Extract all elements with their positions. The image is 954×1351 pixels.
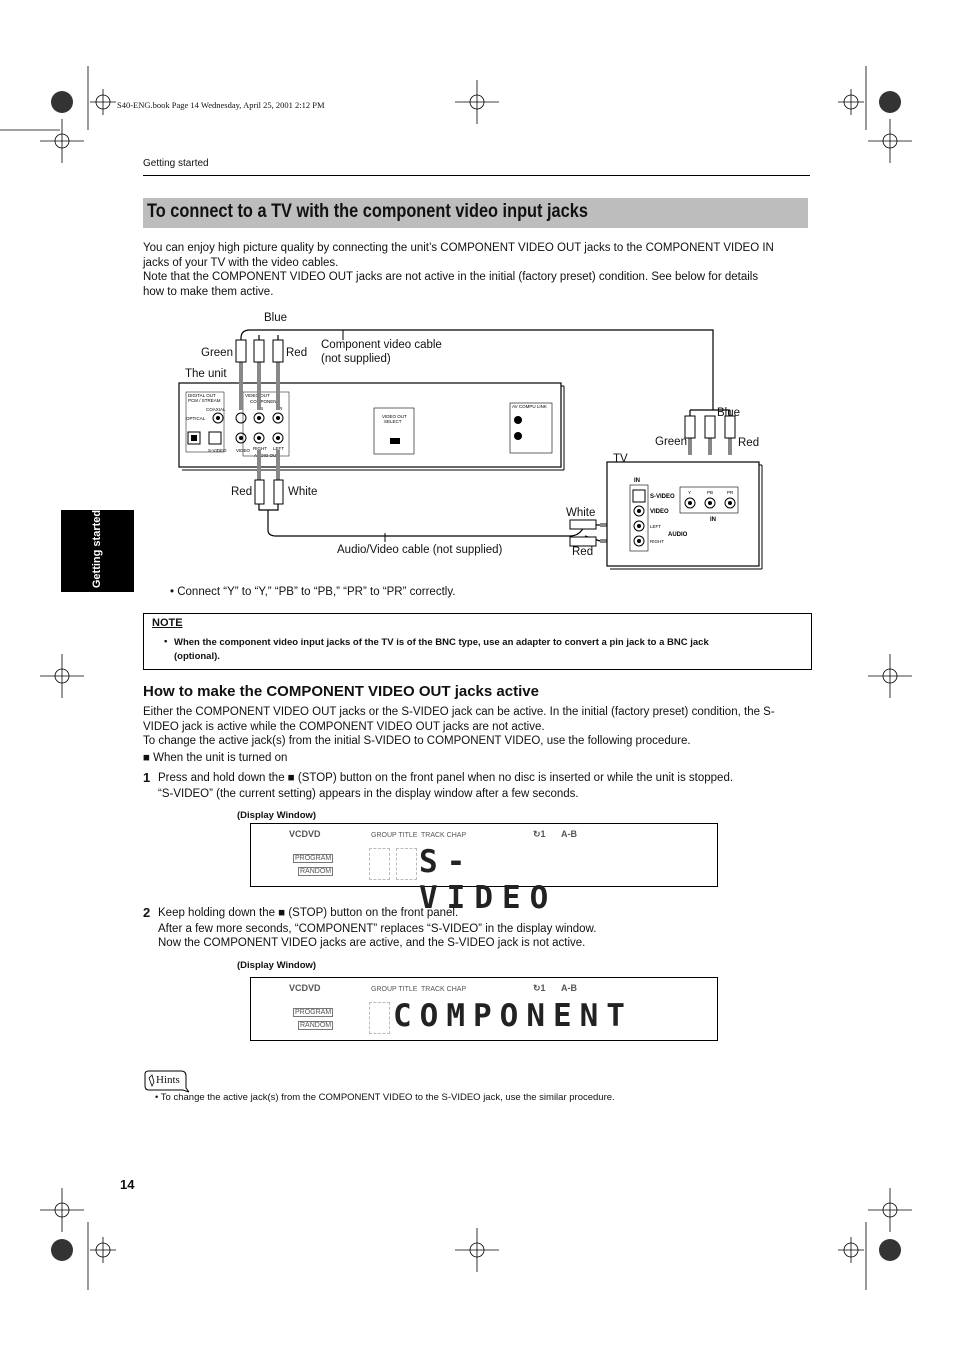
- random-indicator: RANDOM: [300, 1022, 332, 1029]
- step-line: Press and hold down the ■ (STOP) button on the front panel when no disc is inserted or while the unit is stopped.: [158, 772, 734, 784]
- svg-text:Y: Y: [688, 490, 692, 495]
- registration-dot-icon: [51, 91, 73, 113]
- svg-text:VIDEO: VIDEO: [650, 509, 669, 515]
- vcdvd-indicator: VCDVD: [289, 983, 321, 993]
- svg-text:SELECT: SELECT: [384, 419, 402, 424]
- step-line: Keep holding down the ■ (STOP) button on the front panel.: [158, 907, 459, 919]
- program-indicator: PROGRAM: [295, 1009, 332, 1016]
- howto-heading: How to make the COMPONENT VIDEO OUT jacks active: [143, 683, 539, 700]
- white-tv-label: White: [566, 507, 596, 519]
- registration-dot-icon: [51, 1239, 73, 1261]
- tv-label: TV: [613, 453, 628, 465]
- step-1-text: [158, 771, 733, 801]
- svg-text:AUDIO OUT: AUDIO OUT: [254, 453, 280, 458]
- note-line: When the component video input jacks of the TV is of the BNC type, use an adapter to convert a pin jack to a BNC jack: [174, 637, 709, 648]
- step-line: Now the COMPONENT VIDEO jacks are active, and the S-VIDEO jack is not active.: [158, 937, 586, 949]
- blue-label-top: Blue: [264, 312, 288, 324]
- svg-text:Y: Y: [239, 406, 243, 411]
- blue-plug: [254, 340, 264, 362]
- repeat-indicator: ↻1: [533, 829, 546, 839]
- step-2-number: 2: [143, 905, 151, 920]
- ab-indicator: A-B: [561, 829, 577, 839]
- svg-text:RIGHT: RIGHT: [253, 446, 267, 451]
- svg-text:COMPONENT: COMPONENT: [250, 399, 280, 404]
- print-info: S40-ENG.book Page 14 Wednesday, April 25, 2001 2:12 PM: [117, 100, 325, 110]
- red-plug-tv: [725, 416, 735, 438]
- group-title-indicator: GROUP TITLE: [371, 986, 418, 993]
- red-label-tv: Red: [738, 437, 760, 449]
- note-text: [174, 636, 804, 664]
- track-chap-indicator: TRACK CHAP: [421, 986, 467, 993]
- intro-line: how to make them active.: [143, 285, 274, 298]
- svg-text:PB: PB: [707, 490, 714, 495]
- svg-text:LEFT: LEFT: [273, 446, 285, 451]
- blue-plug-tv: [705, 416, 715, 438]
- display-caption: (Display Window): [237, 960, 317, 971]
- howto-line: VIDEO jack is active while the COMPONENT VIDEO OUT jacks are not active.: [143, 720, 545, 733]
- note-heading: NOTE: [152, 617, 183, 629]
- step-1-number: 1: [143, 770, 151, 785]
- red-tv-label: Red: [572, 546, 594, 558]
- side-tab: [61, 510, 134, 592]
- step-line: “S-VIDEO” (the current setting) appears in the display window after a few seconds.: [158, 787, 579, 800]
- svg-text:IN: IN: [634, 478, 640, 484]
- registration-dot-icon: [879, 91, 901, 113]
- condition-line: ■ When the unit is turned on: [143, 751, 288, 764]
- svg-text:VIDEO OUT: VIDEO OUT: [382, 414, 407, 419]
- display-text: COMPONENT: [393, 998, 633, 1034]
- green-label-top: Green: [201, 347, 233, 359]
- intro-line: Note that the COMPONENT VIDEO OUT jacks are not active in the initial (factory preset) condition. See below for details: [143, 271, 759, 283]
- av-cable-label: Audio/Video cable (not supplied): [337, 544, 503, 556]
- page-title-bar: [143, 198, 808, 228]
- intro-line: You can enjoy high picture quality by connecting the unit’s COMPONENT VIDEO OUT jacks to the COMPONENT VIDEO IN: [143, 242, 774, 254]
- step-line: After a few more seconds, “COMPONENT” replaces “S-VIDEO” in the display window.: [158, 922, 597, 935]
- svg-text:COAXIAL: COAXIAL: [206, 407, 226, 412]
- green-label-tv: Green: [655, 436, 687, 448]
- header-rule: [143, 175, 810, 176]
- hints-label: Hints: [156, 1074, 180, 1086]
- unit-rear-panel: [179, 383, 561, 467]
- note-line: (optional).: [174, 651, 220, 662]
- red-tv-plug: [570, 537, 596, 546]
- unit-label: The unit: [185, 368, 227, 380]
- group-title-indicator: GROUP TITLE: [371, 832, 418, 839]
- intro-text: [143, 241, 813, 299]
- registration-dot-icon: [879, 1239, 901, 1261]
- white-tv-plug: [570, 520, 596, 529]
- vcdvd-indicator: VCDVD: [289, 829, 321, 839]
- svg-text:PCM / STREAM: PCM / STREAM: [188, 398, 221, 403]
- svg-text:VIDEO OUT: VIDEO OUT: [245, 393, 270, 398]
- repeat-count: 1: [540, 983, 546, 993]
- section-label: Getting started: [143, 158, 209, 169]
- red-av-label: Red: [231, 486, 253, 498]
- cable-label-2: (not supplied): [321, 353, 391, 365]
- step-2-text: [158, 906, 596, 951]
- note-box: NOTE • When the component video input jacks of the TV is of the BNC type, use an adapter to convert a pin jack to a BNC jack (optional).: [143, 613, 812, 670]
- ab-indicator: A-B: [561, 983, 577, 993]
- svg-text:OPTICAL: OPTICAL: [186, 416, 206, 421]
- howto-line: Either the COMPONENT VIDEO OUT jacks or the S-VIDEO jack can be active. In the initial (factory preset) condition, the S-: [143, 706, 775, 718]
- svg-text:S-VIDEO: S-VIDEO: [208, 448, 227, 453]
- track-chap-indicator: TRACK CHAP: [421, 832, 467, 839]
- segment-row: [369, 998, 633, 1034]
- svg-text:PB: PB: [257, 406, 264, 411]
- intro-line: jacks of your TV with the video cables.: [143, 256, 339, 269]
- display-caption: (Display Window): [237, 810, 317, 821]
- svg-text:PR: PR: [727, 490, 734, 495]
- svg-text:VIDEO: VIDEO: [236, 448, 251, 453]
- svg-text:PR: PR: [276, 406, 283, 411]
- red-av-plug: [255, 480, 264, 504]
- random-indicator: RANDOM: [300, 868, 332, 875]
- repeat-count: 1: [540, 829, 546, 839]
- green-plug-tv: [685, 416, 695, 438]
- cable-label: Component video cable: [321, 339, 442, 351]
- white-av-plug: [274, 480, 283, 504]
- svg-text:S-VIDEO: S-VIDEO: [650, 494, 675, 500]
- red-label-top: Red: [286, 347, 308, 359]
- svg-text:IN: IN: [710, 517, 716, 523]
- display-text: S-VIDEO: [419, 844, 558, 916]
- side-tab-label: Getting started: [91, 509, 103, 589]
- repeat-indicator: ↻1: [533, 983, 546, 993]
- svg-text:LEFT: LEFT: [650, 524, 662, 529]
- connect-note: • Connect “Y” to “Y,” “PB” to “PB,” “PR” to “PR” correctly.: [170, 586, 456, 598]
- digital-out-label: DIGITAL OUT: [188, 393, 216, 398]
- display-window-2: [250, 977, 718, 1041]
- page-title: To connect to a TV with the component video input jacks: [147, 201, 588, 222]
- hints-text: • To change the active jack(s) from the COMPONENT VIDEO to the S-VIDEO jack, use the similar procedure.: [155, 1092, 615, 1103]
- white-av-label: White: [288, 486, 318, 498]
- program-indicator: PROGRAM: [295, 855, 332, 862]
- svg-text:AV COMPU LINK: AV COMPU LINK: [512, 404, 547, 409]
- blue-label-tv: Blue: [717, 407, 741, 419]
- svg-text:RIGHT: RIGHT: [650, 539, 664, 544]
- segment-row: [369, 844, 558, 916]
- howto-line: To change the active jack(s) from the initial S-VIDEO to COMPONENT VIDEO, use the following procedure.: [143, 735, 691, 747]
- red-plug: [273, 340, 283, 362]
- page-number: 14: [120, 1177, 135, 1192]
- svg-text:AUDIO: AUDIO: [668, 532, 688, 538]
- green-plug: [236, 340, 246, 362]
- howto-text: [143, 705, 813, 765]
- hints-badge: [143, 1070, 187, 1092]
